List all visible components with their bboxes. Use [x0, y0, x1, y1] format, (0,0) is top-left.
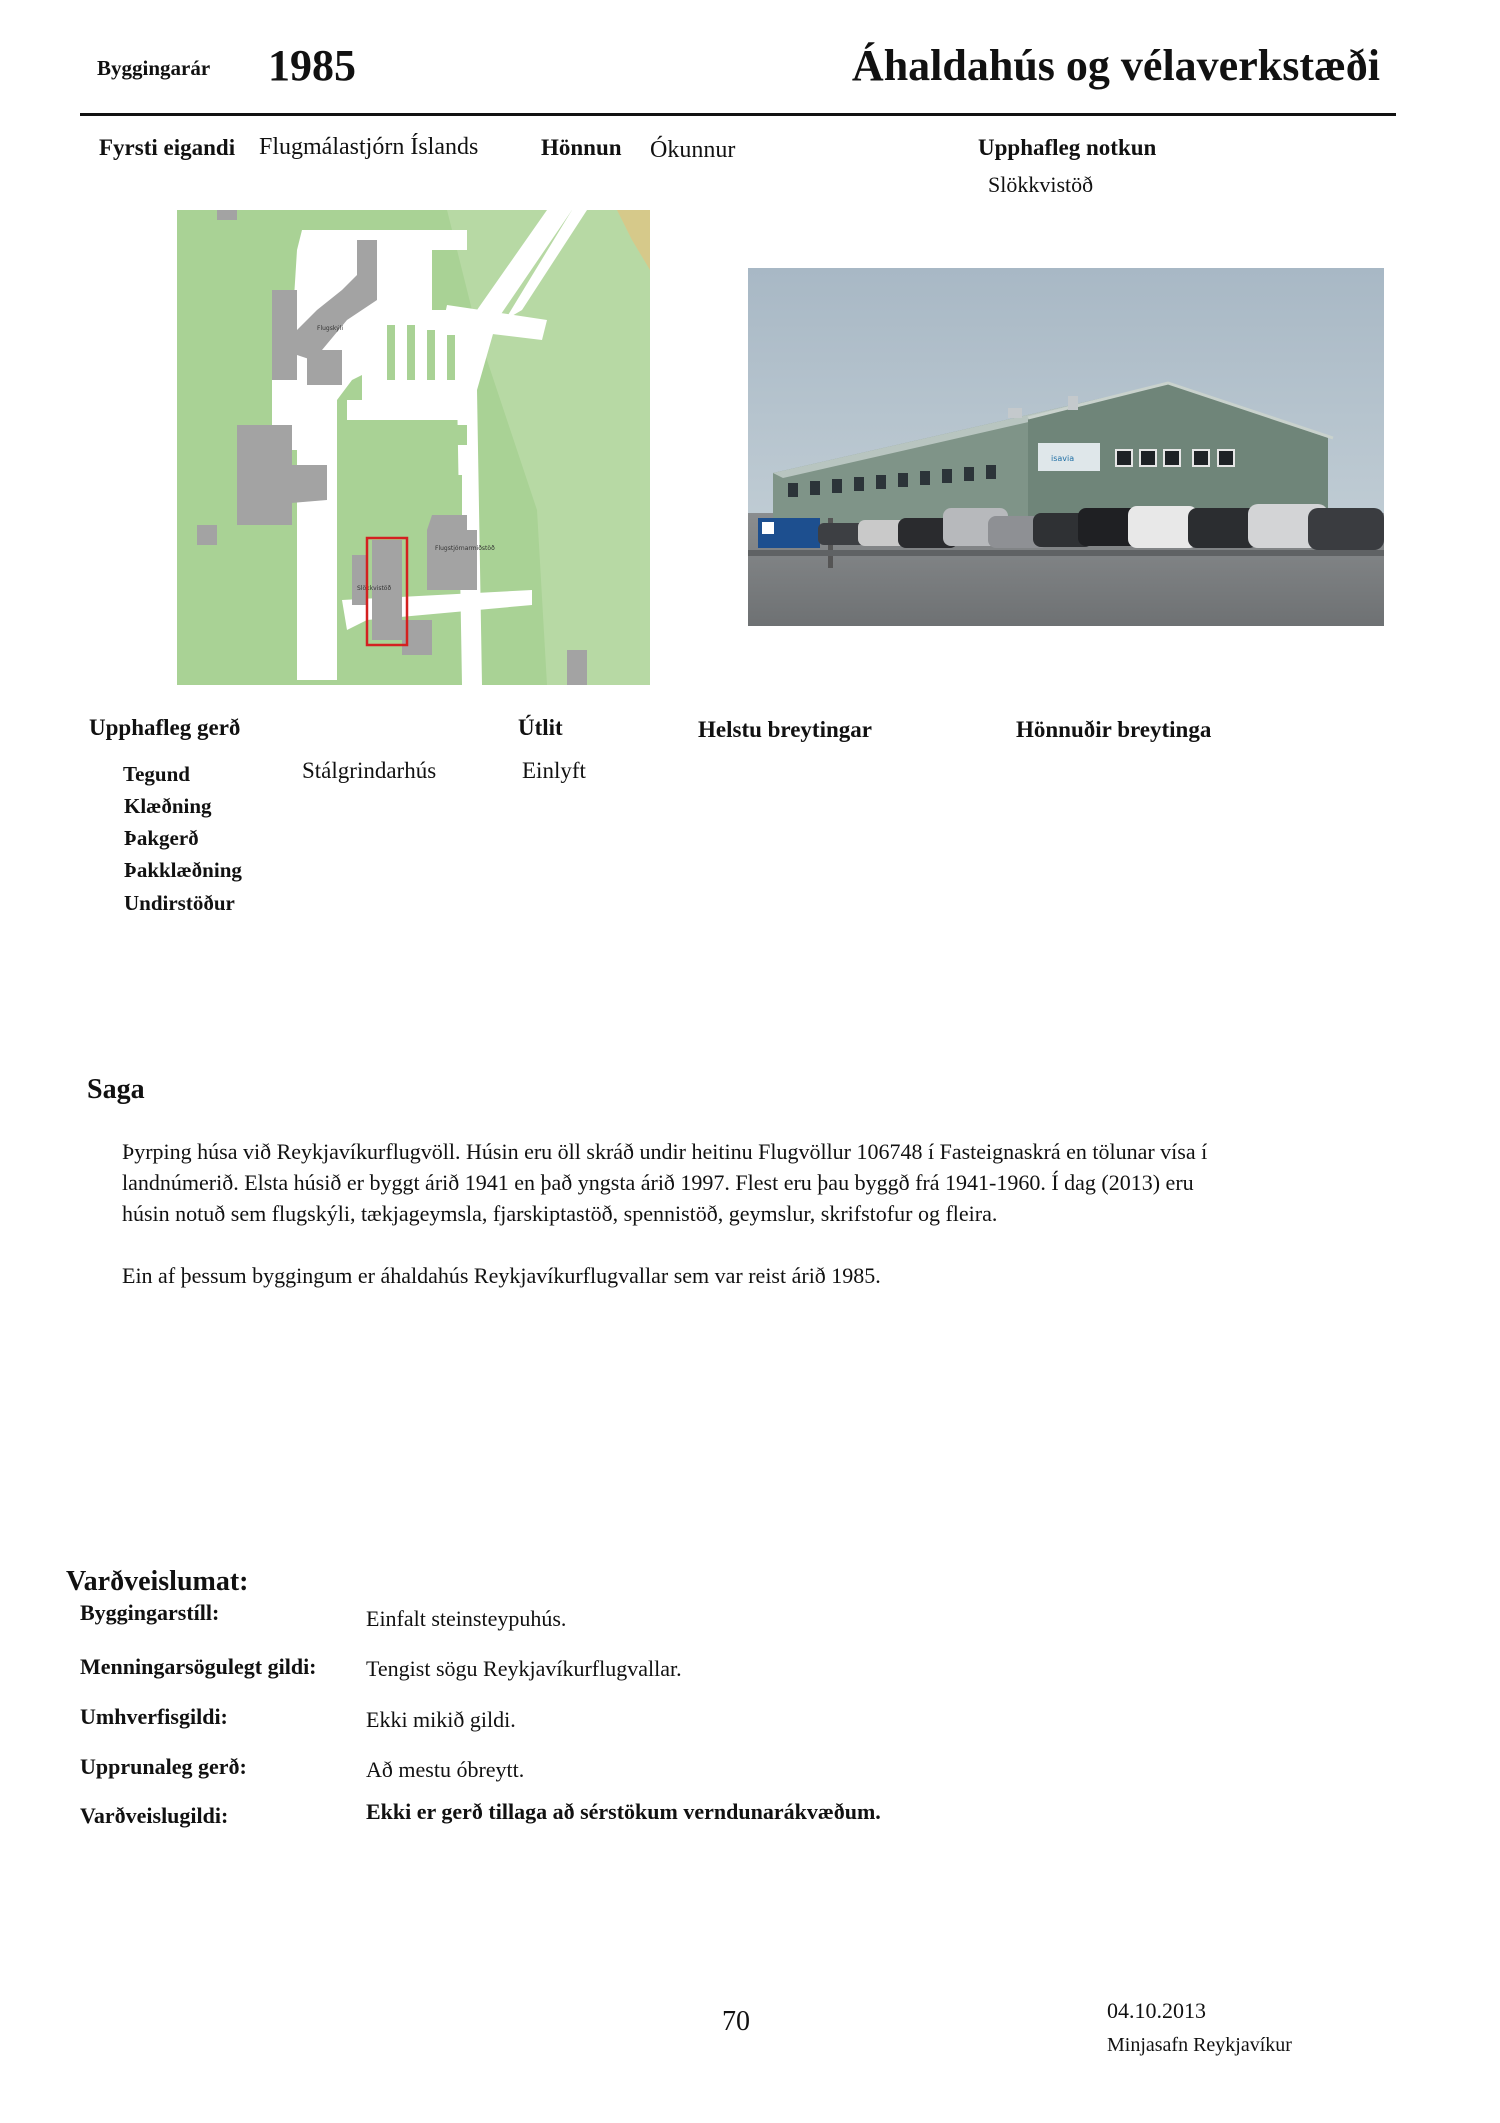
- foundation-label: Undirstöður: [124, 891, 235, 915]
- site-map: [177, 210, 650, 685]
- saga-line-2: landnúmerið. Elsta húsið er byggt árið 1941 en það yngsta árið 1997. Flest eru þau byggð frá 1941-1960. Í dag (2013) eru: [122, 1170, 1194, 1195]
- type-label: Tegund: [123, 762, 190, 786]
- roof-type-label: Þakgerð: [124, 826, 199, 850]
- building-photo: [748, 268, 1384, 626]
- saga-line-1: Þyrping húsa við Reykjavíkurflugvöll. Húsin eru öll skráð undir heitinu Flugvöllur 106748 í Fasteignaskrá en tölunar vísa í: [122, 1139, 1208, 1164]
- type-value: Stálgrindarhús: [302, 758, 437, 783]
- original-state-label: Upprunaleg gerð:: [80, 1754, 247, 1779]
- cultural-value-value: Tengist sögu Reykjavíkurflugvallar.: [366, 1656, 682, 1681]
- appearance-heading: Útlit: [518, 715, 563, 740]
- saga-line-3: húsin notuð sem flugskýli, tækjageymsla, fjarskiptastöð, spennistöð, geymslur, skrifstofur og fleira.: [122, 1201, 998, 1226]
- construction-year: 1985: [268, 41, 356, 90]
- cultural-value-label: Menningarsögulegt gildi:: [80, 1654, 317, 1679]
- page-title: Áhaldahús og vélaverkstæði: [851, 41, 1380, 90]
- appearance-value: Einlyft: [522, 758, 586, 783]
- preservation-heading: Varðveislumat:: [66, 1566, 249, 1597]
- map-label-3: Flugstjórnarmiðstöð: [435, 545, 495, 552]
- saga-paragraph-1: [122, 1136, 1402, 1229]
- footer-date: 04.10.2013: [1107, 1998, 1206, 2023]
- style-value: Einfalt steinsteypuhús.: [366, 1606, 567, 1631]
- saga-heading: Saga: [87, 1074, 145, 1105]
- year-label: Byggingarár: [97, 56, 211, 80]
- header-rule: [80, 113, 1396, 116]
- map-label-2: Slökkvistöð: [357, 585, 392, 592]
- environment-value-value: Ekki mikið gildi.: [366, 1707, 516, 1732]
- photo-sign-text: isavia: [1051, 454, 1075, 463]
- footer-organization: Minjasafn Reykjavíkur: [1107, 2034, 1292, 2056]
- original-form-heading: Upphafleg gerð: [89, 715, 241, 740]
- saga-paragraph-2: Ein af þessum byggingum er áhaldahús Reykjavíkurflugvallar sem var reist árið 1985.: [122, 1263, 881, 1288]
- page-number: 70: [722, 2006, 750, 2037]
- preservation-value-value: Ekki er gerð tillaga að sérstökum verndunarákvæðum.: [366, 1799, 881, 1824]
- design-label: Hönnun: [541, 135, 622, 160]
- main-changes-heading: Helstu breytingar: [698, 717, 872, 742]
- roof-cladding-label: Þakklæðning: [124, 858, 242, 882]
- design-value: Ókunnur: [650, 137, 736, 163]
- original-state-value: Að mestu óbreytt.: [366, 1757, 525, 1782]
- map-label-1: Flugskýli: [317, 325, 344, 332]
- preservation-value-label: Varðveislugildi:: [80, 1803, 229, 1828]
- change-designers-heading: Hönnuðir breytinga: [1016, 717, 1212, 742]
- original-use-value: Slökkvistöð: [988, 172, 1094, 197]
- original-use-label: Upphafleg notkun: [978, 135, 1157, 160]
- owner-value: Flugmálastjórn Íslands: [259, 134, 479, 160]
- style-label: Byggingarstíll:: [80, 1600, 220, 1625]
- owner-label: Fyrsti eigandi: [99, 135, 236, 160]
- environment-value-label: Umhverfisgildi:: [80, 1704, 228, 1729]
- cladding-label: Klæðning: [124, 794, 212, 818]
